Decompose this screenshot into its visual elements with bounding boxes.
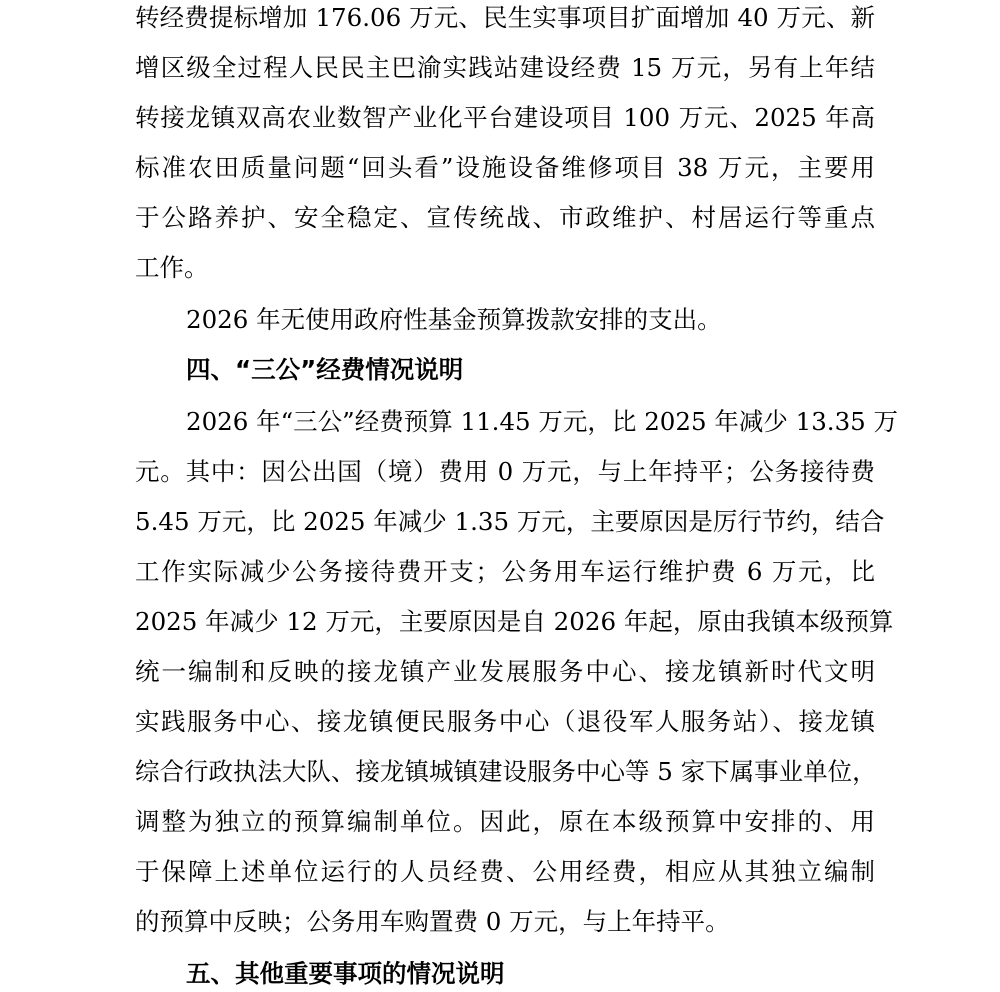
paragraph-line: 2026 年“三公”经费预算 11.45 万元，比 2025 年减少 13.35 万 — [186, 407, 899, 436]
body-line: 元。其中：因公出国（境）费用 0 万元，与上年持平；公务接待费 — [135, 457, 875, 486]
body-line: 调整为独立的预算编制单位。因此，原在本级预算中安排的、用 — [135, 807, 875, 836]
body-line: 标准农田质量问题“回头看”设施设备维修项目 38 万元，主要用 — [135, 153, 875, 182]
body-line: 统一编制和反映的接龙镇产业发展服务中心、接龙镇新时代文明 — [135, 657, 875, 686]
section-heading: 四、“三公”经费情况说明 — [186, 355, 464, 384]
body-line: 综合行政执法大队、接龙镇城镇建设服务中心等 5 家下属事业单位， — [135, 757, 877, 786]
body-line: 工作实际减少公务接待费开支；公务用车运行维护费 6 万元，比 — [135, 557, 875, 586]
body-line: 实践服务中心、接龙镇便民服务中心（退役军人服务站）、接龙镇 — [135, 707, 875, 736]
body-line: 于公路养护、安全稳定、宣传统战、市政维护、村居运行等重点 — [135, 203, 875, 232]
section-heading: 五、其他重要事项的情况说明 — [186, 959, 505, 988]
body-line: 转接龙镇双高农业数智产业化平台建设项目 100 万元、2025 年高 — [135, 103, 875, 132]
body-line: 于保障上述单位运行的人员经费、公用经费，相应从其独立编制 — [135, 857, 875, 886]
body-line: 增区级全过程人民民主巴渝实践站建设经费 15 万元，另有上年结 — [135, 53, 875, 82]
body-line: 的预算中反映；公务用车购置费 0 万元，与上年持平。 — [135, 907, 730, 936]
body-line: 5.45 万元，比 2025 年减少 1.35 万元，主要原因是厉行节约，结合 — [135, 507, 885, 536]
body-line: 工作。 — [135, 253, 209, 282]
paragraph-line: 2026 年无使用政府性基金预算拨款安排的支出。 — [186, 305, 722, 334]
body-line: 转经费提标增加 176.06 万元、民生实事项目扩面增加 40 万元、新 — [135, 3, 875, 32]
body-line: 2025 年减少 12 万元，主要原因是自 2026 年起，原由我镇本级预算 — [135, 607, 894, 636]
